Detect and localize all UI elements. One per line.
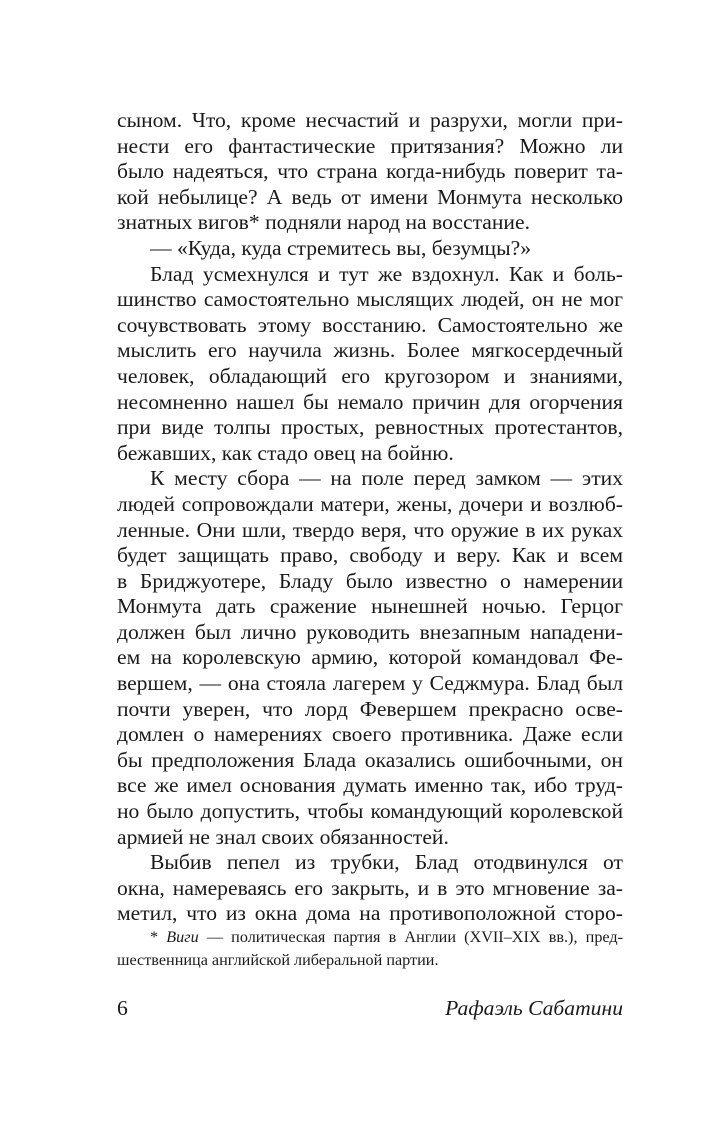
text-line: было надеяться, что страна когда-нибудь поверит та- [117,159,623,184]
body-text [117,108,623,927]
footnote-line: шественница английской либеральной партии. [117,951,439,969]
footnote-marker: * [150,928,167,946]
running-head-author: Рафаэль Сабатини [445,996,623,1020]
text-line: ем на королевскую армию, которой командовал Фе- [117,645,623,670]
text-line: должен был лично руководить внезапным нападени- [117,619,623,644]
text-line: Блад усмехнулся и тут же вздохнул. Как и боль- [150,261,623,286]
text-line: нести его фантастические притязания? Можно ли [117,133,623,158]
footnote [117,926,623,972]
text-line: но было допустить, чтобы командующий королевской [117,799,623,824]
text-line: домлен о намерениях своего противника. Даже если [117,722,623,747]
page-number: 6 [117,996,128,1020]
text-line: бы предположения Блада оказались ошибочными, он [117,747,623,772]
text-line: Выбив пепел из трубки, Блад отодвинулся от [150,850,623,875]
text-line: будет защищать право, свободу и веру. Как и всем [117,543,623,568]
text-line: человек, обладающий его кругозором и знаниями, [117,363,623,388]
text-line: знатных вигов* подняли народ на восстание. [117,210,530,235]
text-line: сочувствовать этому восстанию. Самостоятельно же [117,312,623,337]
text-line: кой небылице? А ведь от имени Монмута несколько [117,184,623,209]
footnote-definition: — политическая партия в Англии (XVII–XIX вв.), пред- [198,928,624,946]
text-line: мыслить его научила жизнь. Более мягкосердечный [117,338,623,363]
footnote-term: Виги [166,928,199,946]
text-line: в Бриджуотере, Бладу было известно о намерении [117,568,623,593]
text-line: сыном. Что, кроме несчастий и разрухи, могли при- [117,108,623,132]
text-line: все же имел основания думать именно так, ибо труд- [117,773,623,798]
text-line: несомненно нашел бы немало причин для огорчения [117,389,623,414]
text-line: почти уверен, что лорд Февершем прекрасно осве- [117,696,623,721]
text-line: — «Куда, куда стремитесь вы, безумцы?» [150,235,531,260]
text-line: К месту сбора — на поле перед замком — этих [150,466,623,491]
text-line: Монмута дать сражение нынешней ночью. Герцог [117,594,623,619]
text-line: армией не знал своих обязанностей. [117,824,449,849]
text-line: метил, что из окна дома на противоположной сторо- [117,901,623,926]
text-line: ленные. Они шли, твердо веря, что оружие в их руках [117,517,623,542]
footnote-line [117,926,623,949]
text-line: шинство самостоятельно мыслящих людей, он не мог [117,287,623,312]
text-line: людей сопровождали матери, жены, дочери и возлюб- [117,491,623,516]
text-line: при виде толпы простых, ревностных протестантов, [117,415,623,440]
text-line: окна, намереваясь его закрыть, и в это мгновение за- [117,875,623,900]
text-line: бежавших, как стадо овец на бойню. [117,440,454,465]
text-line: вершем, — она стояла лагерем у Седжмура. Блад был [117,671,623,696]
